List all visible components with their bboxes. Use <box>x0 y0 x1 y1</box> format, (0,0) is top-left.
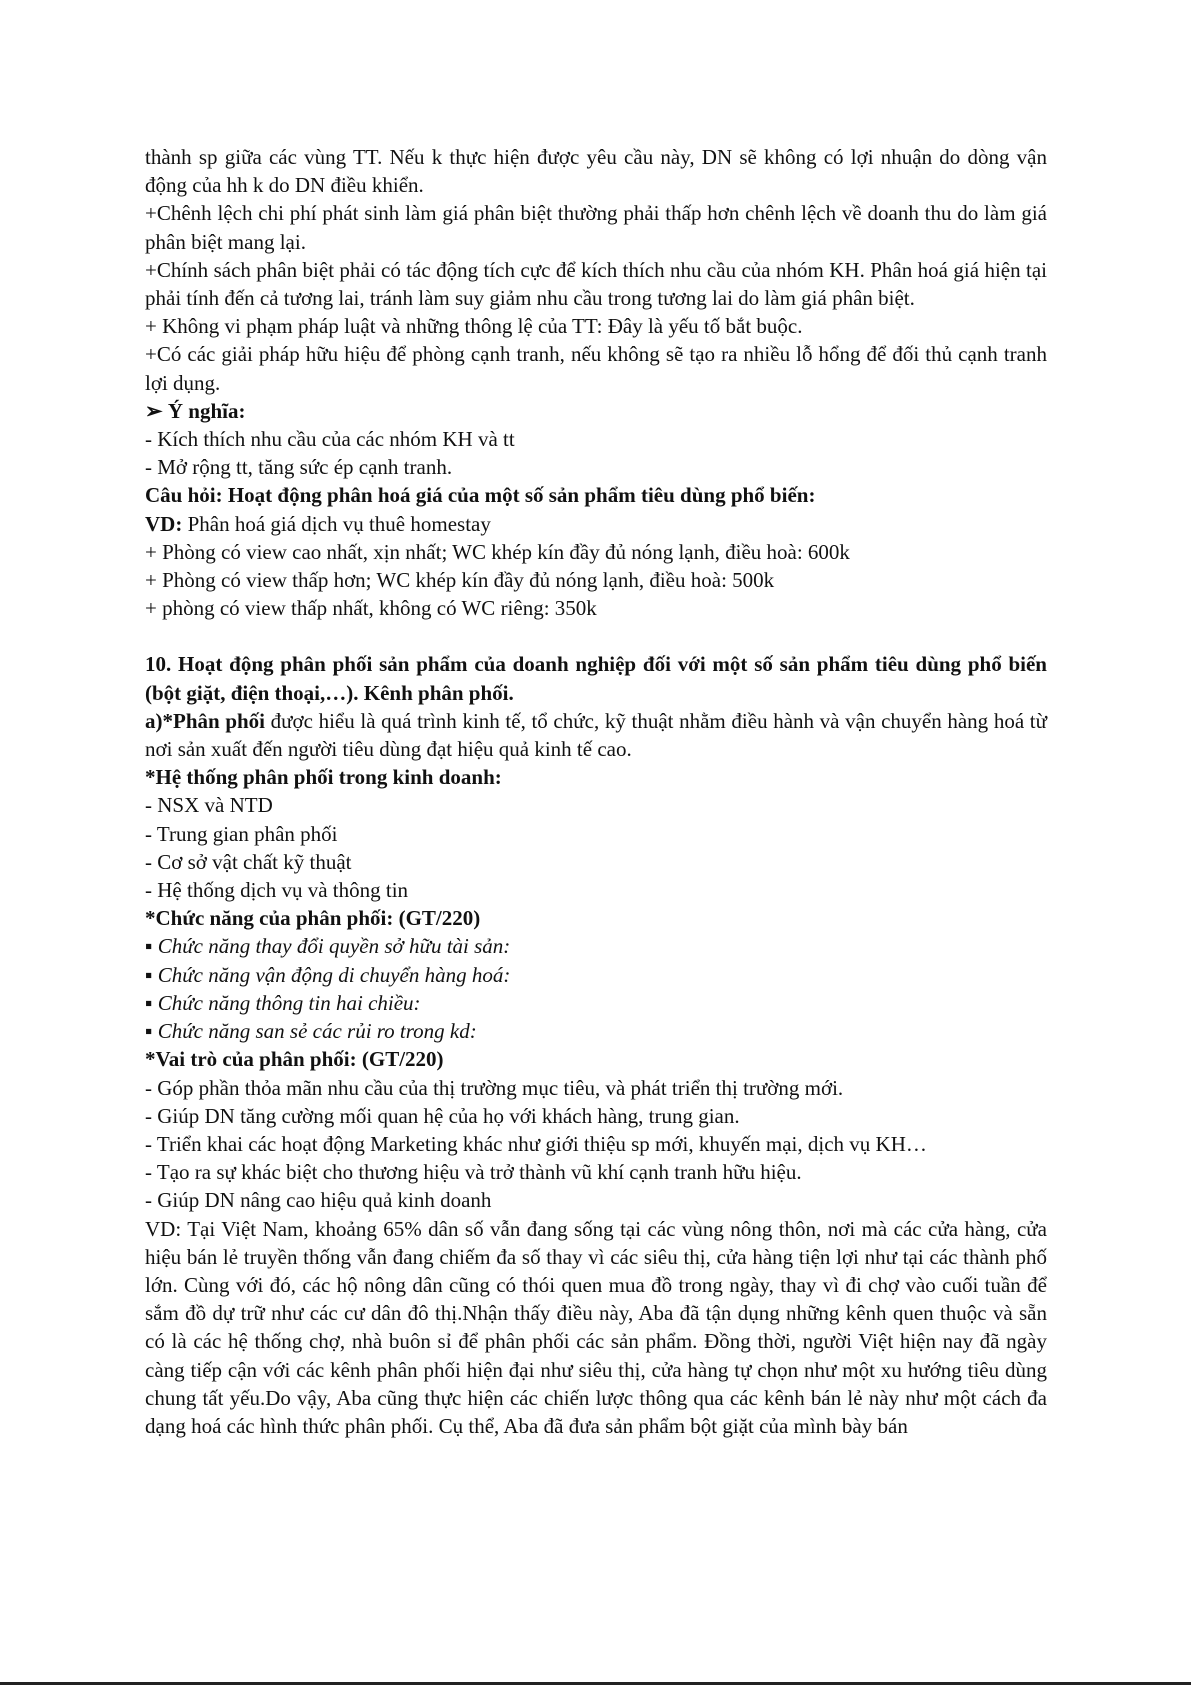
example-item: + Phòng có view cao nhất, xịn nhất; WC khép kín đầy đủ nóng lạnh, điều hoà: 600k <box>145 539 850 564</box>
system-item: - Hệ thống dịch vụ và thông tin <box>145 878 409 903</box>
role-item: - Tạo ra sự khác biệt cho thương hiệu và trở thành vũ khí cạnh tranh hữu hiệu. <box>145 1160 802 1185</box>
system-item: - Trung gian phân phối <box>145 821 338 846</box>
system-heading: *Hệ thống phân phối trong kinh doanh: <box>145 765 502 790</box>
system-item: - Cơ sở vật chất kỹ thuật <box>145 849 352 874</box>
question-heading: Câu hỏi: Hoạt động phân hoá giá của một số sản phẩm tiêu dùng phổ biến: <box>145 483 816 508</box>
function-item: ▪ Chức năng thay đổi quyền sở hữu tài sản: <box>145 934 511 959</box>
distribution-text: được hiểu là quá trình kinh tế, tổ chức, kỹ thuật nhằm điều hành và vận chuyển hàng hoá từ nơi sản xuất đến người tiêu dùng đạt hiệu quả kinh tế cao. <box>145 708 1047 762</box>
meaning-item: - Kích thích nhu cầu của các nhóm KH và tt <box>145 427 515 452</box>
example-paragraph: VD: Tại Việt Nam, khoảng 65% dân số vẫn đang sống tại các vùng nông thôn, nơi mà các cửa hàng, cửa hiệu bán lẻ truyền thống vẫn đang chiếm đa số thay vì các siêu thị, cửa hàng tiện lợi như tại các thành phố lớn. Cùng với đó, các hộ nông dân cũng có thói quen mua đồ trong ngày, thay vì đi chợ vào cuối tuần để sắm đồ dự trữ như các cư dân đô thị.Nhận thấy điều này, Aba đã tận dụng những kênh quen thuộc và sẵn có là các hệ thống chợ, nhà buôn sỉ để phân phối các sản phẩm. Đồng thời, người Việt hiện nay đã ngày càng tiếp cận với các kênh phân phối hiện đại như siêu thị, cửa hàng tự chọn như một xu hướng tiêu dùng chung tất yếu.Do vậy, Aba cũng thực hiện các chiến lược thông qua các kênh bán lẻ này như một cách đa dạng hoá các hình thức phân phối. Cụ thể, Aba đã đưa sản phẩm bột giặt của mình bày bán <box>145 1216 1047 1438</box>
document-page <box>145 143 1047 1440</box>
function-heading: *Chức năng của phân phối: (GT/220) <box>145 906 481 931</box>
example-item: + Phòng có view thấp hơn; WC khép kín đầy đủ nóng lạnh, điều hoà: 500k <box>145 568 775 593</box>
role-item: - Triển khai các hoạt động Marketing khác như giới thiệu sp mới, khuyến mại, dịch vụ KH… <box>145 1131 927 1156</box>
pricing-condition-demand: +Chính sách phân biệt phải có tác động tích cực để kích thích nhu cầu của nhóm KH. Phân hoá giá hiện tại phải tính đến cả tương lai, tránh làm suy giảm nhu cầu trong tương lai do làm giá phân biệt. <box>145 257 1047 311</box>
role-item: - Giúp DN nâng cao hiệu quả kinh doanh <box>145 1188 492 1213</box>
role-item: - Góp phần thỏa mãn nhu cầu của thị trường mục tiêu, và phát triển thị trường mới. <box>145 1075 844 1100</box>
pricing-condition-legal: + Không vi phạm pháp luật và những thông lệ của TT: Đây là yếu tố bắt buộc. <box>145 314 803 339</box>
example-intro <box>145 510 1047 538</box>
role-heading: *Vai trò của phân phối: (GT/220) <box>145 1047 444 1072</box>
function-item: ▪ Chức năng vận động di chuyển hàng hoá: <box>145 962 511 987</box>
role-item: - Giúp DN tăng cường mối quan hệ của họ với khách hàng, trung gian. <box>145 1103 740 1128</box>
example-label: VD: <box>145 511 183 536</box>
example-item: + phòng có view thấp nhất, không có WC riêng: 350k <box>145 596 597 621</box>
pricing-condition-competition: +Có các giải pháp hữu hiệu để phòng cạnh tranh, nếu không sẽ tạo ra nhiều lỗ hổng để đối thủ cạnh tranh lợi dụng. <box>145 342 1047 395</box>
function-item: ▪ Chức năng thông tin hai chiều: <box>145 990 421 1015</box>
section-10-heading: 10. Hoạt động phân phối sản phẩm của doanh nghiệp đối với một số sản phẩm tiêu dùng phổ biến (bột giặt, điện thoại,…). Kênh phân phối. <box>145 652 1047 705</box>
example-text: Phân hoá giá dịch vụ thuê homestay <box>182 511 491 536</box>
pricing-condition-paragraph: thành sp giữa các vùng TT. Nếu k thực hiện được yêu cầu này, DN sẽ không có lợi nhuận do dòng vận động của hh k do DN điều khiển. <box>145 145 1047 198</box>
distribution-label: a)*Phân phối <box>145 708 266 733</box>
system-item: - NSX và NTD <box>145 793 273 818</box>
meaning-item: - Mở rộng tt, tăng sức ép cạnh tranh. <box>145 455 453 480</box>
distribution-definition <box>145 707 1047 763</box>
function-item: ▪ Chức năng san sẻ các rủi ro trong kd: <box>145 1019 477 1044</box>
section-spacer <box>145 622 1047 650</box>
meaning-heading: ➢ Ý nghĩa: <box>145 398 246 423</box>
pricing-condition-cost: +Chênh lệch chi phí phát sinh làm giá phân biệt thường phải thấp hơn chênh lệch về doanh thu do làm giá phân biệt mang lại. <box>145 201 1047 254</box>
